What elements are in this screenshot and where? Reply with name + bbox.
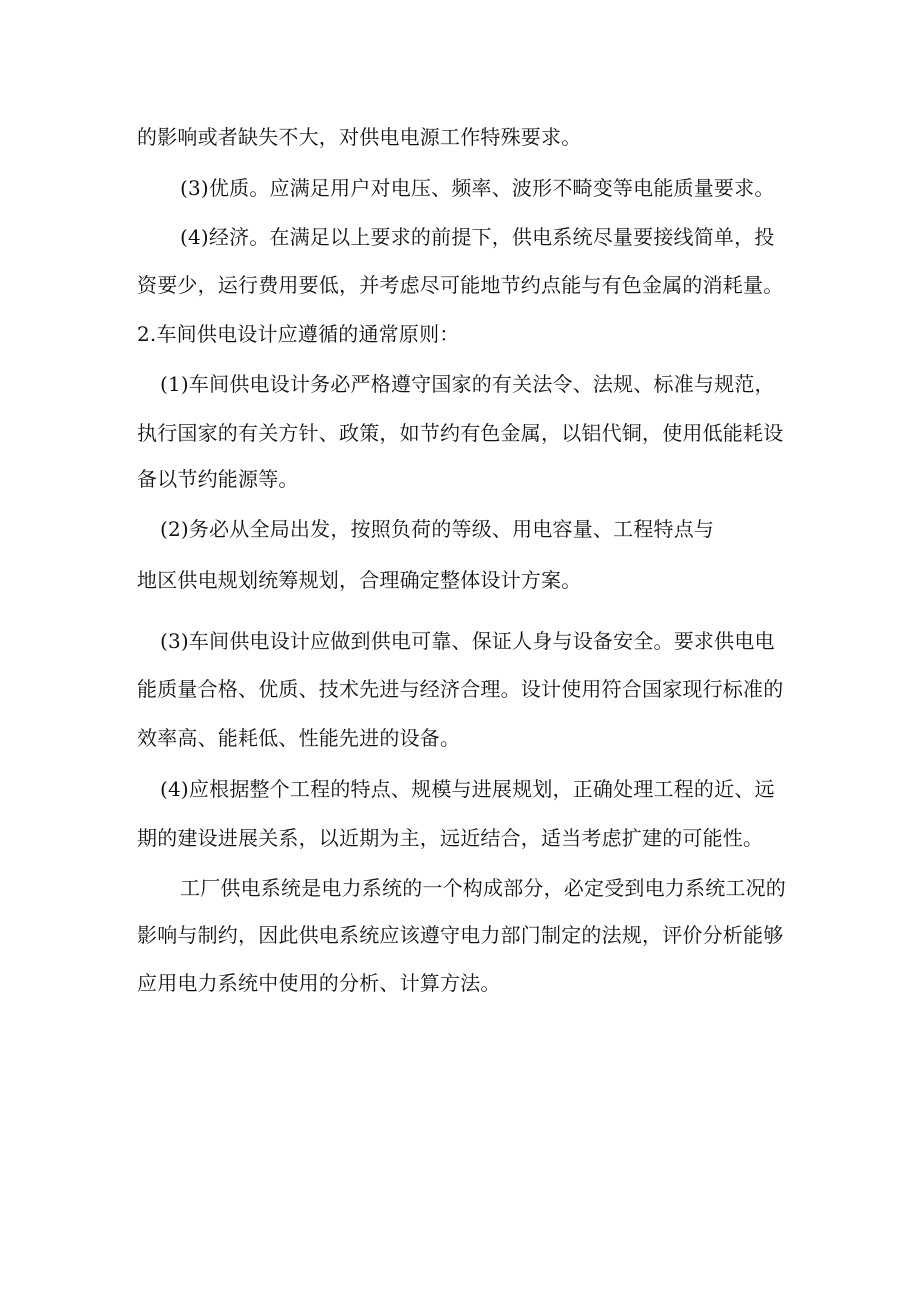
text-line: (1)车间供电设计务必严格遵守国家的有关法令、法规、标准与规范， <box>160 372 775 396</box>
text-line: 影响与制约，因此供电系统应该遵守电力部门制定的法规，评价分析能够 <box>137 923 784 947</box>
text-line: 能质量合格、优质、技术先进与经济合理。设计使用符合国家现行标准的 <box>137 677 784 701</box>
text-line: 资要少，运行费用要低，并考虑尽可能地节约点能与有色金属的消耗量。 <box>137 273 784 297</box>
text-line: 应用电力系统中使用的分析、计算方法。 <box>137 971 501 995</box>
text-line: (4)经济。在满足以上要求的前提下，供电系统尽量要接线简单，投 <box>180 225 775 249</box>
text-line: (2)务必从全局出发，按照负荷的等级、用电容量、工程特点与 <box>160 517 715 541</box>
text-line: 效率高、能耗低、性能先进的设备。 <box>137 726 461 750</box>
text-line: 地区供电规划统筹规划，合理确定整体设计方案。 <box>137 568 582 592</box>
text-line: (3)优质。应满足用户对电压、频率、波形不畸变等电能质量要求。 <box>180 176 775 200</box>
text-line: 的影响或者缺失不大，对供电电源工作特殊要求。 <box>137 125 582 149</box>
text-line: (3)车间供电设计应做到供电可靠、保证人身与设备安全。要求供电电 <box>160 629 775 653</box>
text-line: 备以节约能源等。 <box>137 467 299 491</box>
section-heading: 2.车间供电设计应遵循的通常原则： <box>137 322 460 346</box>
text-line: (4)应根据整个工程的特点、规模与进展规划，正确处理工程的近、远 <box>160 777 775 801</box>
text-line: 执行国家的有关方针、政策，如节约有色金属，以铝代铜，使用低能耗设 <box>137 421 784 445</box>
text-line: 工厂供电系统是电力系统的一个构成部分，必定受到电力系统工况的 <box>180 876 786 900</box>
text-line: 期的建设进展关系，以近期为主，远近结合，适当考虑扩建的可能性。 <box>137 826 764 850</box>
